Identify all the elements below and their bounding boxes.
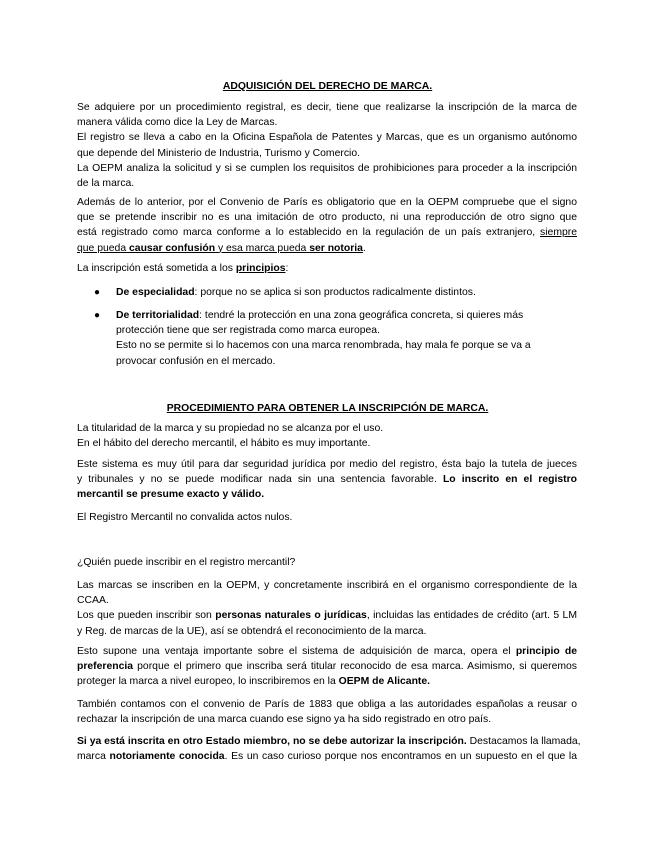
paragraph-titularidad: La titularidad de la marca y su propiedad no se alcanza por el uso. En el hábito del derecho mercantil, el hábito es muy importante. <box>77 423 384 450</box>
paragraph-principios: La inscripción está sometida a los principios: <box>77 263 289 274</box>
bullet-icon: ● <box>94 310 101 321</box>
paragraph-oepm-ccaa: Las marcas se inscriben en la OEPM, y concretamente inscribirá en el organismo correspondiente de la CCAA. Los que pueden inscribir son personas naturales o jurídicas, incluidas las entidades de crédito (art. 5 LM y Reg. de marcas de la UE), así se obtendrá el reconocimiento de la marca. <box>77 580 577 637</box>
list-item-territorialidad: De territorialidad: tendré la protección en una zona geográfica concreta, si quieres más protección tiene que ser registrada como marca europea. Esto no se permite si lo hacemos con una marca renombrada, hay mala fe porque se va a provocar confusión en el mercado. <box>116 310 531 367</box>
paragraph-adquisicion-intro: Se adquiere por un procedimiento registral, es decir, tiene que realizarse la inscripción de la marca de manera válida como dice la Ley de Marcas. El registro se lleva a cabo en la Oficina Española de Patentes y Marcas, que es un organismo autónomo que depende del Ministerio de Industria, Turismo y Comercio. La OEPM analiza la solicitud y si se cumplen los requisitos de prohibiciones para proceder a la inscripción de la marca. <box>77 102 577 190</box>
section-title-adquisicion: ADQUISICIÓN DEL DERECHO DE MARCA. <box>222 81 433 92</box>
paragraph-principio-preferencia: Esto supone una ventaja importante sobre el sistema de adquisición de marca, opera el principio de preferencia porque el primero que inscriba será titular reconocido de esa marca. Asimismo, si queremos proteger la marca a nivel europeo, lo inscribiremos en la OEPM de Alicante. <box>77 646 577 688</box>
bullet-icon: ● <box>94 287 101 298</box>
paragraph-pregunta: ¿Quién puede inscribir en el registro mercantil? <box>77 557 296 568</box>
paragraph-convenio-paris: Además de lo anterior, por el Convenio de París es obligatorio que en la OEPM compruebe que el signo que se pretende inscribir no es una imitación de otro producto, ni una reproducción de otro signo que está registrado como marca conforme a lo establecido en la regulación de un país extranjero, siempre que pueda causar confusión y esa marca pueda ser notoria. <box>77 197 577 254</box>
paragraph-registro-mercantil: El Registro Mercantil no convalida actos nulos. <box>77 512 293 523</box>
list-item-especialidad: De especialidad: porque no se aplica si son productos radicalmente distintos. <box>116 287 476 298</box>
paragraph-convenio-1883: También contamos con el convenio de París de 1883 que obliga a las autoridades españolas a reusar o rechazar la inscripción de una marca cuando ese signo ya ha sido registrado en otro país. <box>77 699 577 726</box>
paragraph-marca-notoria: Si ya está inscrita en otro Estado miembro, no se debe autorizar la inscripción. Destacamos la llamada, marca notoriamente conocida. Es un caso curioso porque nos encontramos en un supuesto en el que la <box>77 736 581 763</box>
paragraph-seguridad-juridica: Este sistema es muy útil para dar seguridad jurídica por medio del registro, ésta bajo la tutela de jueces y tribunales y no se puede modificar nada sin una sentencia favorable. Lo inscrito en el registro mercantil se presume exacto y válido. <box>77 459 577 501</box>
section-title-procedimiento: PROCEDIMIENTO PARA OBTENER LA INSCRIPCIÓN DE MARCA. <box>166 403 489 414</box>
